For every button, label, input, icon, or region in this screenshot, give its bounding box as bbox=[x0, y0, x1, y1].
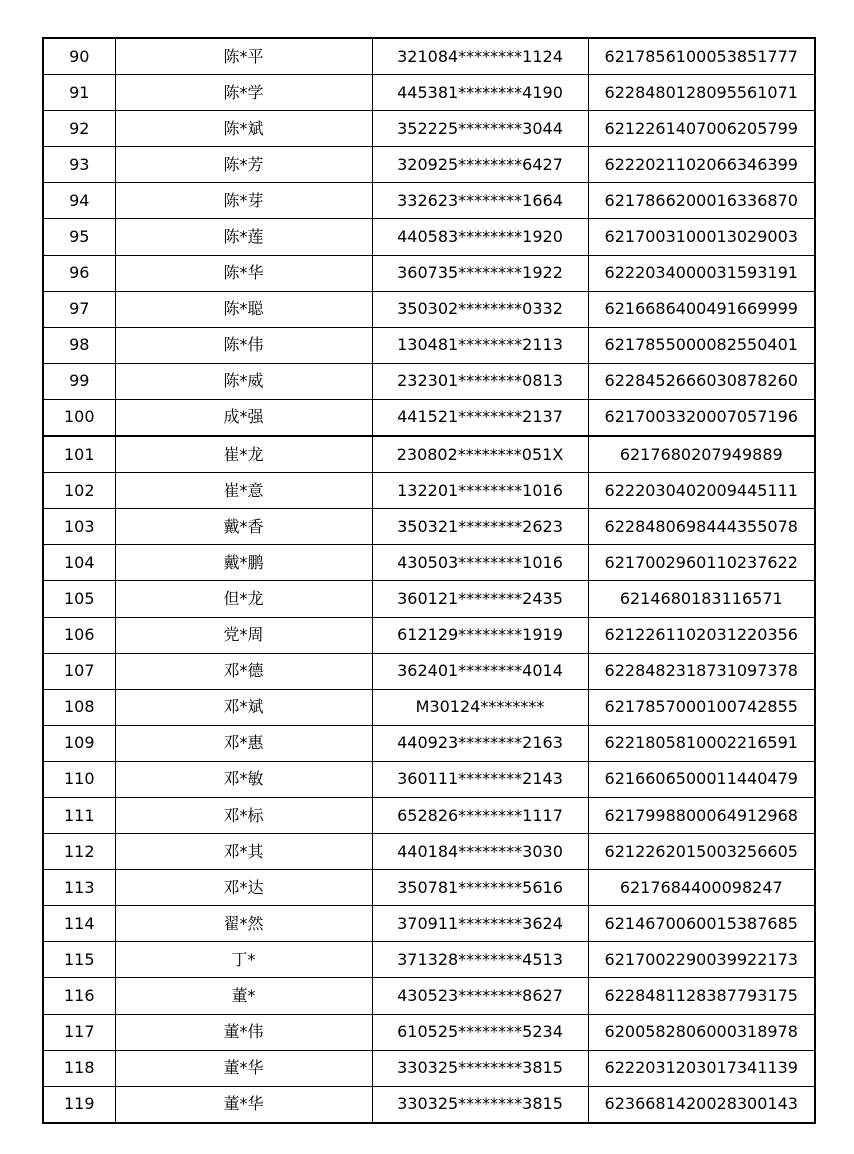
table-row bbox=[43, 327, 815, 363]
account-cell: 6214670060015387685 bbox=[588, 906, 815, 942]
account-cell: 6217684400098247 bbox=[588, 870, 815, 906]
id-card-cell: 440923********2163 bbox=[372, 725, 588, 761]
account-cell: 6222034000031593191 bbox=[588, 255, 815, 291]
table-row bbox=[43, 363, 815, 399]
id-card-cell: 612129********1919 bbox=[372, 617, 588, 653]
table-row bbox=[43, 1086, 815, 1123]
row-number-cell: 106 bbox=[43, 617, 115, 653]
id-card-cell: 230802********051X bbox=[372, 436, 588, 473]
id-card-cell: 352225********3044 bbox=[372, 111, 588, 147]
table-row bbox=[43, 219, 815, 255]
name-cell: 翟*然 bbox=[115, 906, 372, 942]
name-cell: 戴*鹏 bbox=[115, 545, 372, 581]
row-number-cell: 117 bbox=[43, 1014, 115, 1050]
name-cell: 党*周 bbox=[115, 617, 372, 653]
name-cell: 董*华 bbox=[115, 1050, 372, 1086]
account-cell: 6217680207949889 bbox=[588, 436, 815, 473]
account-cell: 6228481128387793175 bbox=[588, 978, 815, 1014]
table-row bbox=[43, 255, 815, 291]
table-row bbox=[43, 689, 815, 725]
account-cell: 6217002960110237622 bbox=[588, 545, 815, 581]
id-card-cell: 360735********1922 bbox=[372, 255, 588, 291]
table-row bbox=[43, 870, 815, 906]
id-card-cell: M30124******** bbox=[372, 689, 588, 725]
row-number-cell: 102 bbox=[43, 473, 115, 509]
account-cell: 6221805810002216591 bbox=[588, 725, 815, 761]
id-card-cell: 350302********0332 bbox=[372, 291, 588, 327]
table-row bbox=[43, 399, 815, 436]
id-card-cell: 232301********0813 bbox=[372, 363, 588, 399]
table-row bbox=[43, 545, 815, 581]
table-row bbox=[43, 761, 815, 797]
name-cell: 董*华 bbox=[115, 1086, 372, 1123]
id-card-cell: 330325********3815 bbox=[372, 1050, 588, 1086]
account-cell: 6228482318731097378 bbox=[588, 653, 815, 689]
account-cell: 6228480128095561071 bbox=[588, 75, 815, 111]
name-cell: 董* bbox=[115, 978, 372, 1014]
name-cell: 邓*标 bbox=[115, 797, 372, 833]
table-row bbox=[43, 906, 815, 942]
row-number-cell: 115 bbox=[43, 942, 115, 978]
account-cell: 6228480698444355078 bbox=[588, 509, 815, 545]
row-number-cell: 104 bbox=[43, 545, 115, 581]
account-cell: 6228452666030878260 bbox=[588, 363, 815, 399]
account-cell: 6217857000100742855 bbox=[588, 689, 815, 725]
account-cell: 6214680183116571 bbox=[588, 581, 815, 617]
table-row bbox=[43, 38, 815, 75]
name-cell: 陈*莲 bbox=[115, 219, 372, 255]
row-number-cell: 118 bbox=[43, 1050, 115, 1086]
id-card-cell: 350781********5616 bbox=[372, 870, 588, 906]
account-cell: 6217866200016336870 bbox=[588, 183, 815, 219]
table-row bbox=[43, 291, 815, 327]
name-cell: 但*龙 bbox=[115, 581, 372, 617]
account-cell: 6216686400491669999 bbox=[588, 291, 815, 327]
name-cell: 邓*惠 bbox=[115, 725, 372, 761]
id-card-cell: 441521********2137 bbox=[372, 399, 588, 436]
table-row bbox=[43, 183, 815, 219]
id-card-cell: 362401********4014 bbox=[372, 653, 588, 689]
name-cell: 陈*斌 bbox=[115, 111, 372, 147]
table-row bbox=[43, 147, 815, 183]
table-row bbox=[43, 75, 815, 111]
table-row bbox=[43, 617, 815, 653]
row-number-cell: 116 bbox=[43, 978, 115, 1014]
id-card-cell: 360111********2143 bbox=[372, 761, 588, 797]
id-card-cell: 130481********2113 bbox=[372, 327, 588, 363]
row-number-cell: 108 bbox=[43, 689, 115, 725]
id-card-cell: 360121********2435 bbox=[372, 581, 588, 617]
name-cell: 崔*意 bbox=[115, 473, 372, 509]
name-cell: 成*强 bbox=[115, 399, 372, 436]
id-card-cell: 332623********1664 bbox=[372, 183, 588, 219]
row-number-cell: 112 bbox=[43, 834, 115, 870]
table-row bbox=[43, 473, 815, 509]
row-number-cell: 98 bbox=[43, 327, 115, 363]
account-cell: 6217003320007057196 bbox=[588, 399, 815, 436]
account-cell: 6217856100053851777 bbox=[588, 38, 815, 75]
row-number-cell: 107 bbox=[43, 653, 115, 689]
table-row bbox=[43, 653, 815, 689]
id-card-cell: 132201********1016 bbox=[372, 473, 588, 509]
name-cell: 邓*敏 bbox=[115, 761, 372, 797]
id-card-cell: 430523********8627 bbox=[372, 978, 588, 1014]
id-card-cell: 330325********3815 bbox=[372, 1086, 588, 1123]
row-number-cell: 96 bbox=[43, 255, 115, 291]
id-card-cell: 440184********3030 bbox=[372, 834, 588, 870]
name-cell: 邓*达 bbox=[115, 870, 372, 906]
row-number-cell: 90 bbox=[43, 38, 115, 75]
row-number-cell: 111 bbox=[43, 797, 115, 833]
name-cell: 陈*聪 bbox=[115, 291, 372, 327]
row-number-cell: 91 bbox=[43, 75, 115, 111]
name-cell: 陈*华 bbox=[115, 255, 372, 291]
account-cell: 6200582806000318978 bbox=[588, 1014, 815, 1050]
name-cell: 董*伟 bbox=[115, 1014, 372, 1050]
row-number-cell: 93 bbox=[43, 147, 115, 183]
row-number-cell: 101 bbox=[43, 436, 115, 473]
name-cell: 陈*学 bbox=[115, 75, 372, 111]
account-cell: 6217002290039922173 bbox=[588, 942, 815, 978]
name-cell: 邓*德 bbox=[115, 653, 372, 689]
table-body bbox=[43, 38, 815, 1123]
table-row bbox=[43, 1014, 815, 1050]
id-card-cell: 440583********1920 bbox=[372, 219, 588, 255]
row-number-cell: 99 bbox=[43, 363, 115, 399]
id-card-cell: 445381********4190 bbox=[372, 75, 588, 111]
row-number-cell: 94 bbox=[43, 183, 115, 219]
account-cell: 6217998800064912968 bbox=[588, 797, 815, 833]
row-number-cell: 110 bbox=[43, 761, 115, 797]
id-card-cell: 610525********5234 bbox=[372, 1014, 588, 1050]
table-row bbox=[43, 942, 815, 978]
name-cell: 丁* bbox=[115, 942, 372, 978]
name-cell: 陈*伟 bbox=[115, 327, 372, 363]
record-table bbox=[42, 37, 816, 1124]
table-row bbox=[43, 111, 815, 147]
id-card-cell: 430503********1016 bbox=[372, 545, 588, 581]
row-number-cell: 109 bbox=[43, 725, 115, 761]
row-number-cell: 119 bbox=[43, 1086, 115, 1123]
table-row bbox=[43, 436, 815, 473]
row-number-cell: 100 bbox=[43, 399, 115, 436]
table-row bbox=[43, 509, 815, 545]
row-number-cell: 103 bbox=[43, 509, 115, 545]
account-cell: 6222031203017341139 bbox=[588, 1050, 815, 1086]
name-cell: 陈*芽 bbox=[115, 183, 372, 219]
row-number-cell: 105 bbox=[43, 581, 115, 617]
table-row bbox=[43, 581, 815, 617]
id-card-cell: 320925********6427 bbox=[372, 147, 588, 183]
name-cell: 戴*香 bbox=[115, 509, 372, 545]
account-cell: 6222030402009445111 bbox=[588, 473, 815, 509]
name-cell: 崔*龙 bbox=[115, 436, 372, 473]
row-number-cell: 92 bbox=[43, 111, 115, 147]
table-row bbox=[43, 834, 815, 870]
name-cell: 邓*其 bbox=[115, 834, 372, 870]
table-row bbox=[43, 725, 815, 761]
account-cell: 6212261407006205799 bbox=[588, 111, 815, 147]
row-number-cell: 114 bbox=[43, 906, 115, 942]
account-cell: 6217855000082550401 bbox=[588, 327, 815, 363]
account-cell: 6216606500011440479 bbox=[588, 761, 815, 797]
row-number-cell: 113 bbox=[43, 870, 115, 906]
table-row bbox=[43, 978, 815, 1014]
account-cell: 6217003100013029003 bbox=[588, 219, 815, 255]
table-row bbox=[43, 1050, 815, 1086]
account-cell: 6212262015003256605 bbox=[588, 834, 815, 870]
id-card-cell: 321084********1124 bbox=[372, 38, 588, 75]
account-cell: 6222021102066346399 bbox=[588, 147, 815, 183]
name-cell: 陈*威 bbox=[115, 363, 372, 399]
name-cell: 陈*芳 bbox=[115, 147, 372, 183]
id-card-cell: 370911********3624 bbox=[372, 906, 588, 942]
table-row bbox=[43, 797, 815, 833]
id-card-cell: 652826********1117 bbox=[372, 797, 588, 833]
account-cell: 6236681420028300143 bbox=[588, 1086, 815, 1123]
id-card-cell: 350321********2623 bbox=[372, 509, 588, 545]
row-number-cell: 95 bbox=[43, 219, 115, 255]
name-cell: 陈*平 bbox=[115, 38, 372, 75]
id-card-cell: 371328********4513 bbox=[372, 942, 588, 978]
name-cell: 邓*斌 bbox=[115, 689, 372, 725]
account-cell: 6212261102031220356 bbox=[588, 617, 815, 653]
row-number-cell: 97 bbox=[43, 291, 115, 327]
